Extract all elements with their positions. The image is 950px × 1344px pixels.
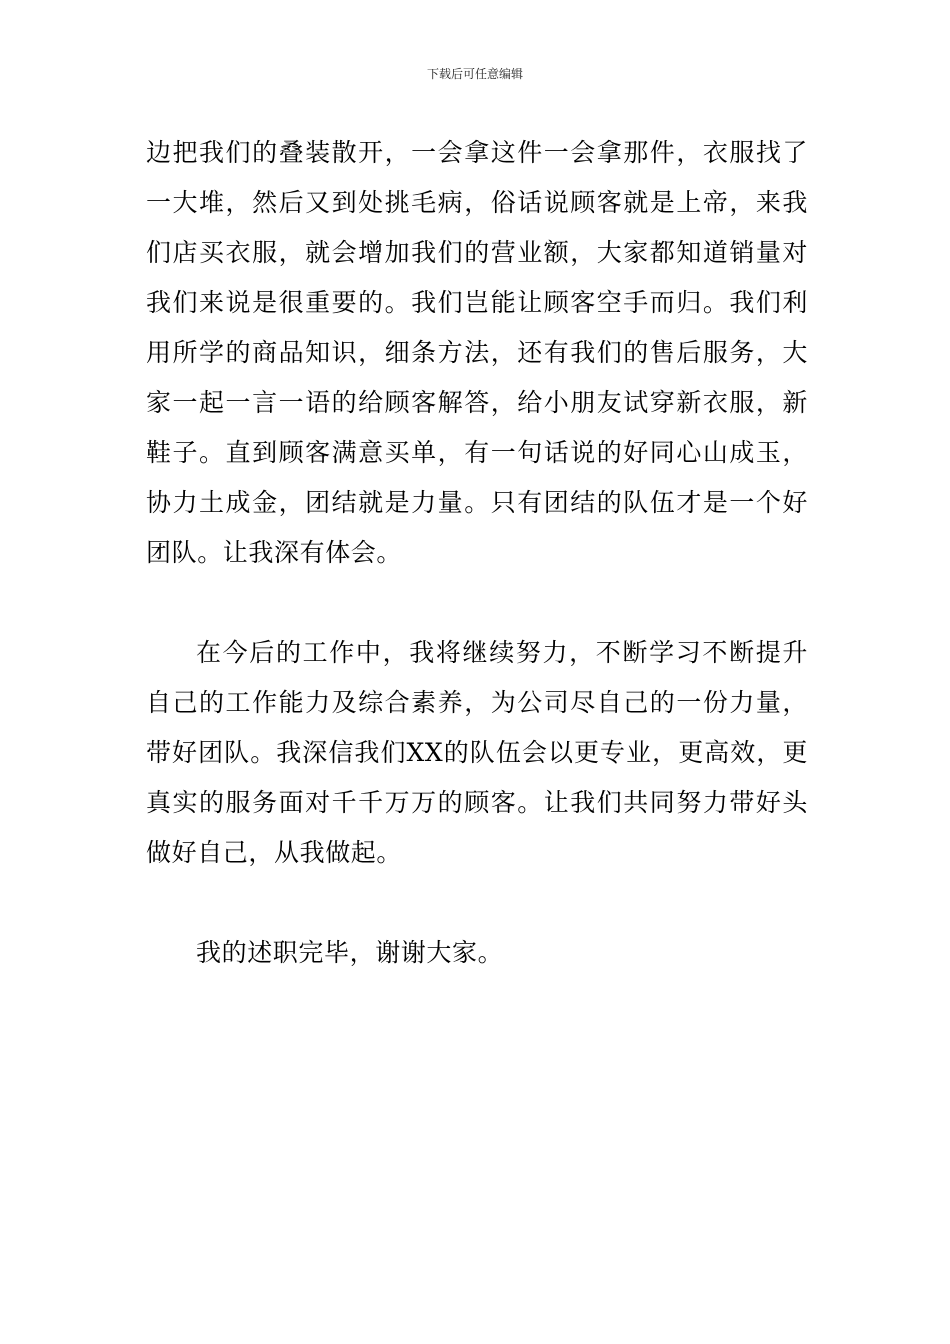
paragraph-closing: 我的述职完毕，谢谢大家。 [196, 938, 504, 967]
document-body [146, 128, 808, 978]
paragraph-gap [146, 578, 808, 628]
page-header: 下载后可任意编辑 [426, 67, 523, 81]
paragraph-gap [146, 878, 808, 928]
paragraph-continued: 边把我们的叠装散开，一会拿这件一会拿那件，衣服找了一大堆，然后又到处挑毛病，俗话说顾客就是上帝，来我们店买衣服，就会增加我们的营业额，大家都知道销量对我们来说是很重要的。我们岂能让顾客空手而归。我们利用所学的商品知识，细条方法，还有我们的售后服务，大家一起一言一语的给顾客解答，给小朋友试穿新衣服，新鞋子。直到顾客满意买单，有一句话说的好同心山成玉，协力土成金，团结就是力量。只有团结的队伍才是一个好团队。让我深有体会。 [146, 138, 808, 567]
paragraph-future-work: 在今后的工作中，我将继续努力，不断学习不断提升自己的工作能力及综合素养，为公司尽自己的一份力量，带好团队。我深信我们XX的队伍会以更专业，更高效，更真实的服务面对千千万万的顾客。让我们共同努力带好头做好自己，从我做起。 [146, 638, 808, 867]
